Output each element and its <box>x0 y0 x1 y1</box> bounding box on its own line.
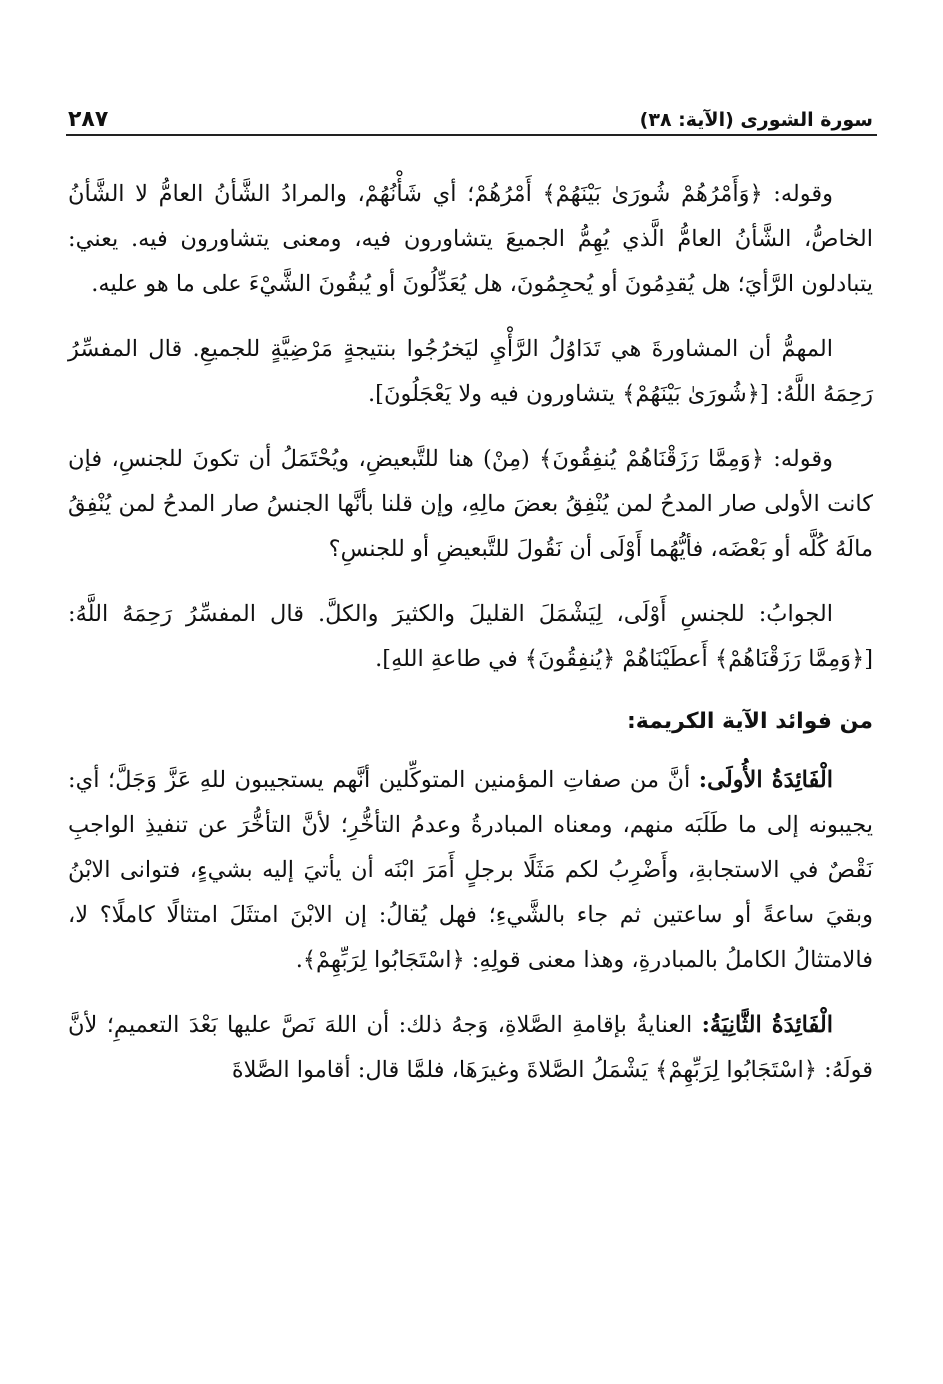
paragraph-consultation: المهمُّ أن المشاورةَ هي تَدَاوُلُ الرَّأْيِ ليَخرُجُوا بنتيجةٍ مَرْضِيَّةٍ للجميعِ. قال المفسِّرُ رَحِمَهُ اللَّهُ: [﴿شُورَىٰ بَيْنَهُمْ﴾ يتشاورون فيه ولا يَعْجَلُونَ]. <box>68 336 873 407</box>
running-title: سورة الشورى (الآية: ٣٨) <box>639 109 873 131</box>
section-heading: من فوائد الآية الكريمة: <box>626 709 873 734</box>
paragraph-spending: وقوله: ﴿وَمِمَّا رَزَقْنَاهُمْ يُنفِقُونَ﴾ (مِنْ) هنا للتَّبعيضِ، ويُحْتَمَلُ أن تكونَ للجنسِ، فإن كانت الأولى صار المدحُ لمن يُنْفِقُ بعضَ مالِهِ، وإن قلنا بأنَّها الجنسُ صار المدحُ لمن يُنْفِقُ مالَهُ كُلَّه أو بَعْضَه، فأيُّهُما أَوْلَى أن نَقُولَ للتَّبعيضِ أو للجنسِ؟ <box>68 446 873 562</box>
page-header <box>68 98 873 132</box>
benefit-second-text: العنايةُ بإقامةِ الصَّلاةِ، وَجهُ ذلك: أن اللهَ نَصَّ عليها بَعْدَ التعميمِ؛ لأنَّ قولَهُ: ﴿اسْتَجَابُوا لِرَبِّهِمْ﴾ يَشْمَلُ الصَّلاةَ وغيرَهَا، فلمَّا قال: أقاموا الصَّلاةَ <box>68 1012 873 1083</box>
paragraph-verse-commentary: وقوله: ﴿وَأَمْرُهُمْ شُورَىٰ بَيْنَهُمْ﴾ أَمْرُهُمْ؛ أي شَأْنُهُمْ، والمرادُ الشَّأنُ العامُّ لا الشَّأنُ الخاصُّ، الشَّأنُ العامُّ الَّذي يُهِمُّ الجميعَ يتشاورون فيه، ومعنى يتشاورون فيه. يعني: يتبادلون الرَّأيَ؛ هل يُقدِمُونَ أو يُحجِمُونَ، هل يُعَدِّلُونَ أو يُبقُونَ الشَّيْءَ على ما هو عليه. <box>68 181 873 297</box>
benefit-second-label: الْفَائِدَةُ الثَّانِيَةُ: <box>701 1012 833 1038</box>
benefit-first-text: أنَّ من صفاتِ المؤمنين المتوكِّلين أنَّهم يستجيبون للهِ عَزَّ وَجَلَّ؛ أي: يجيبونه إلى ما طَلَبَه منهم، ومعناه المبادرةُ وعدمُ التأخُّرِ؛ لأنَّ التأخُّرَ عن تنفيذِ الواجبِ نَقْصٌ في الاستجابةِ، وأَضْرِبُ لكم مَثَلًا برجلٍ أَمَرَ ابْنَه أن يأتيَ إليه بشيءٍ، فتوانى الابْنُ وبقيَ ساعةً أو ساعتين ثم جاء بالشَّيءِ؛ فهل يُقالُ: إن الابْنَ امتثَلَ امتثالًا كاملًا؟ لا، فالامتثالُ الكاملُ بالمبادرةِ، وهذا معنى قولِهِ: ﴿اسْتَجَابُوا لِرَبِّهِمْ﴾. <box>68 767 873 973</box>
paragraph-answer: الجوابُ: للجنسِ أَوْلَى، لِيَشْمَلَ القليلَ والكثيرَ والكلَّ. قال المفسِّرُ رَحِمَهُ اللَّهُ: [﴿وَمِمَّا رَزَقْنَاهُمْ﴾ أَعطَيْنَاهُمْ ﴿يُنفِقُونَ﴾ في طاعةِ اللهِ]. <box>68 601 873 672</box>
benefit-second <box>68 1003 873 1093</box>
benefit-first <box>68 758 873 983</box>
benefit-first-label: الْفَائِدَةُ الأُولَى: <box>698 767 833 793</box>
page-body <box>68 172 873 1113</box>
header-divider <box>66 134 877 136</box>
page-number: ٢٨٧ <box>68 107 109 132</box>
